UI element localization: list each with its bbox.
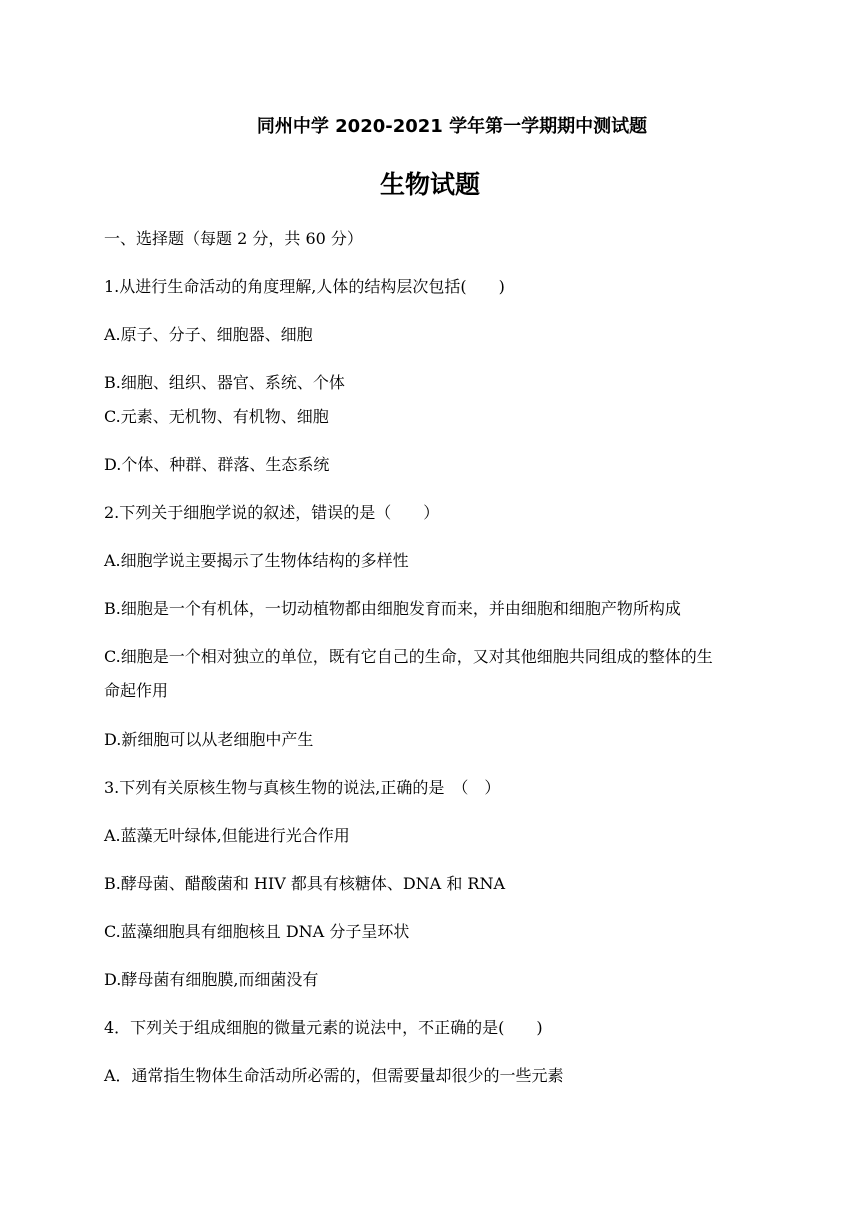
- question-4-option-a: A．通常指生物体生命活动所必需的，但需要量却很少的一些元素: [104, 1066, 564, 1085]
- question-1-option-c: C.元素、无机物、有机物、细胞: [104, 407, 329, 426]
- question-3-option-a: A.蓝藻无叶绿体,但能进行光合作用: [104, 826, 350, 845]
- question-3-option-c: C.蓝藻细胞具有细胞核且 DNA 分子呈环状: [104, 922, 410, 941]
- question-2-option-a: A.细胞学说主要揭示了生物体结构的多样性: [104, 551, 409, 570]
- question-3-option-d: D.酵母菌有细胞膜,而细菌没有: [104, 970, 319, 989]
- question-1-option-a: A.原子、分子、细胞器、细胞: [104, 325, 313, 344]
- question-1-option-d: D.个体、种群、群落、生态系统: [104, 455, 330, 474]
- question-2-option-b: B.细胞是一个有机体，一切动植物都由细胞发育而来，并由细胞和细胞产物所构成: [104, 599, 681, 618]
- question-3-stem: 3.下列有关原核生物与真核生物的说法,正确的是 （ ）: [104, 778, 501, 797]
- question-4-stem: 4．下列关于组成细胞的微量元素的说法中，不正确的是( ): [104, 1018, 543, 1037]
- section-heading: 一、选择题（每题 2 分，共 60 分）: [104, 229, 363, 248]
- question-1-option-b: B.细胞、组织、器官、系统、个体: [104, 373, 345, 392]
- question-1-stem: 1.从进行生命活动的角度理解,人体的结构层次包括( ): [104, 277, 505, 296]
- school-title: 同州中学 2020-2021 学年第一学期期中测试题: [256, 116, 648, 137]
- question-2-option-c-continued: 命起作用: [104, 681, 169, 700]
- question-2-option-c: C.细胞是一个相对独立的单位，既有它自己的生命，又对其他细胞共同组成的整体的生: [104, 647, 713, 666]
- subject-title: 生物试题: [379, 170, 480, 199]
- question-2-option-d: D.新细胞可以从老细胞中产生: [104, 730, 314, 749]
- question-3-option-b: B.酵母菌、醋酸菌和 HIV 都具有核糖体、DNA 和 RNA: [104, 874, 506, 893]
- question-2-stem: 2.下列关于细胞学说的叙述，错误的是（ ）: [104, 503, 440, 522]
